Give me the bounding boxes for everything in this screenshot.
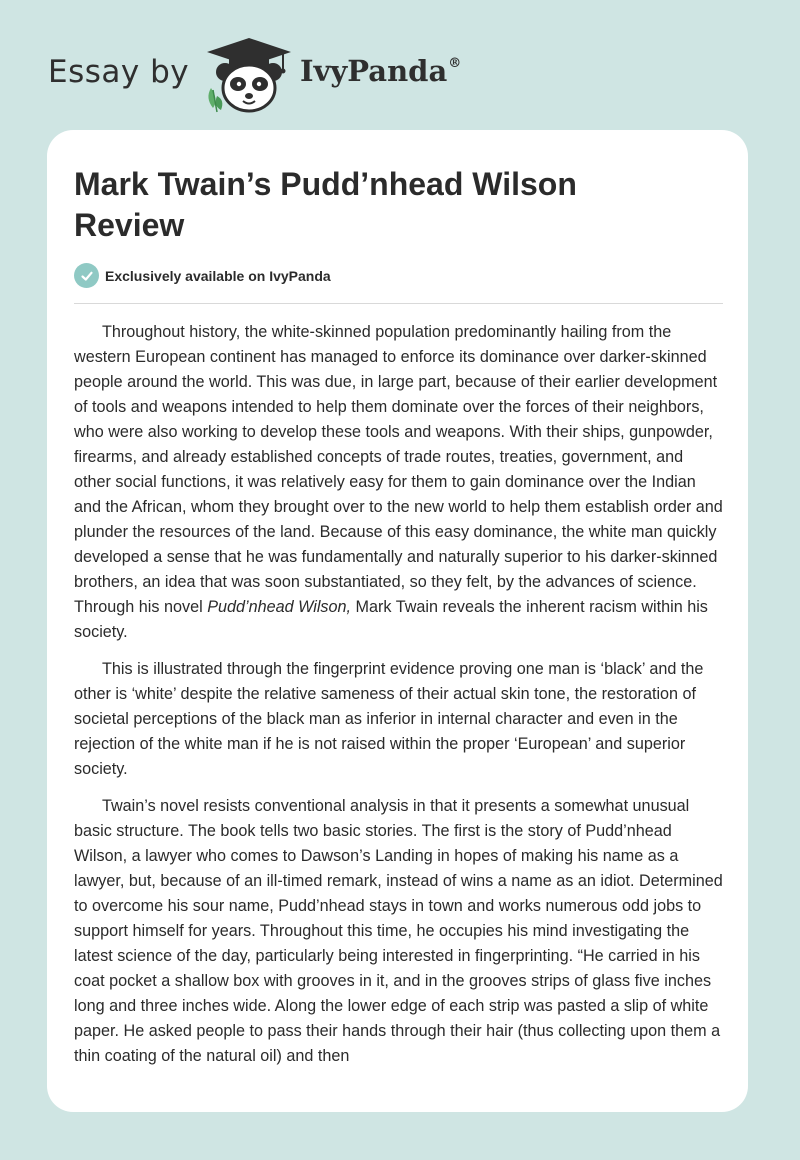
check-circle-icon: [74, 263, 99, 288]
divider: [74, 303, 723, 304]
paragraph: [74, 320, 724, 645]
panda-logo-icon[interactable]: [203, 36, 295, 114]
paragraph: Twain’s novel resists conventional analysis in that it presents a somewhat unusual basic structure. The book tells two basic stories. The first is the story of Pudd’nhead Wilson, a lawyer who comes to Dawson’s Landing in hopes of making his name as a lawyer, but, because of an ill-timed remark, instead of wins a name as an idiot. Determined to overcome his sour name, Pudd’nhead stays in town and works numerous odd jobs to support himself for years. Throughout this time, he occupies his mind investigating the latest science of the day, particularly being interested in fingerprinting. “He carried in his coat pocket a shallow box with grooves in it, and in the grooves strips of glass five inches long and three inches wide. Along the lower edge of each strip was pasted a slip of white paper. He asked people to pass their hands through their hair (thus collecting upon them a thin coating of the natural oil) and then: [74, 797, 723, 1065]
brand-name[interactable]: [300, 54, 461, 88]
site-header: [48, 34, 462, 114]
brand-text: IvyPanda: [300, 54, 448, 88]
exclusive-badge: [74, 263, 331, 288]
book-title-italic: Pudd’nhead Wilson,: [207, 598, 352, 616]
paragraph-text: Mark Twain reveals the inherent racism within his society.: [74, 598, 708, 641]
essay-title: Mark Twain’s Pudd’nhead Wilson Review: [74, 166, 577, 243]
essay-card: [47, 130, 748, 1112]
badge-label: Exclusively available on IvyPanda: [105, 267, 331, 284]
registered-mark: ®: [448, 56, 462, 71]
paragraph-text: Throughout history, the white-skinned population predominantly hailing from the western European continent has managed to enforce its dominance over darker-skinned people around the world. This was due, in large part, because of their earlier development of tools and weapons intended to help them dominate over the forces of their neighbors, who were also working to develop these tools and weapons. With their ships, gunpowder, firearms, and already established concepts of trade routes, treaties, government, and other social functions, it was relatively easy for them to gain dominance over the Indian and the African, whom they brought over to the new world to help them establish order and plunder the resources of the land. Because of this easy dominance, the white man quickly developed a sense that he was fundamentally and naturally superior to his darker-skinned brothers, an idea that was soon substantiated, so they felt, by the advances of science. Through his novel: [74, 323, 723, 616]
paragraph: This is illustrated through the fingerprint evidence proving one man is ‘black’ and the other is ‘white’ despite the relative sameness of their actual skin tone, the restoration of societal perceptions of the black man as inferior in internal character and even in the rejection of the white man if he is not raised within the proper ‘European’ and superior society.: [74, 660, 704, 778]
essay-body: [74, 320, 724, 1081]
essay-by-label: Essay by: [48, 54, 190, 90]
